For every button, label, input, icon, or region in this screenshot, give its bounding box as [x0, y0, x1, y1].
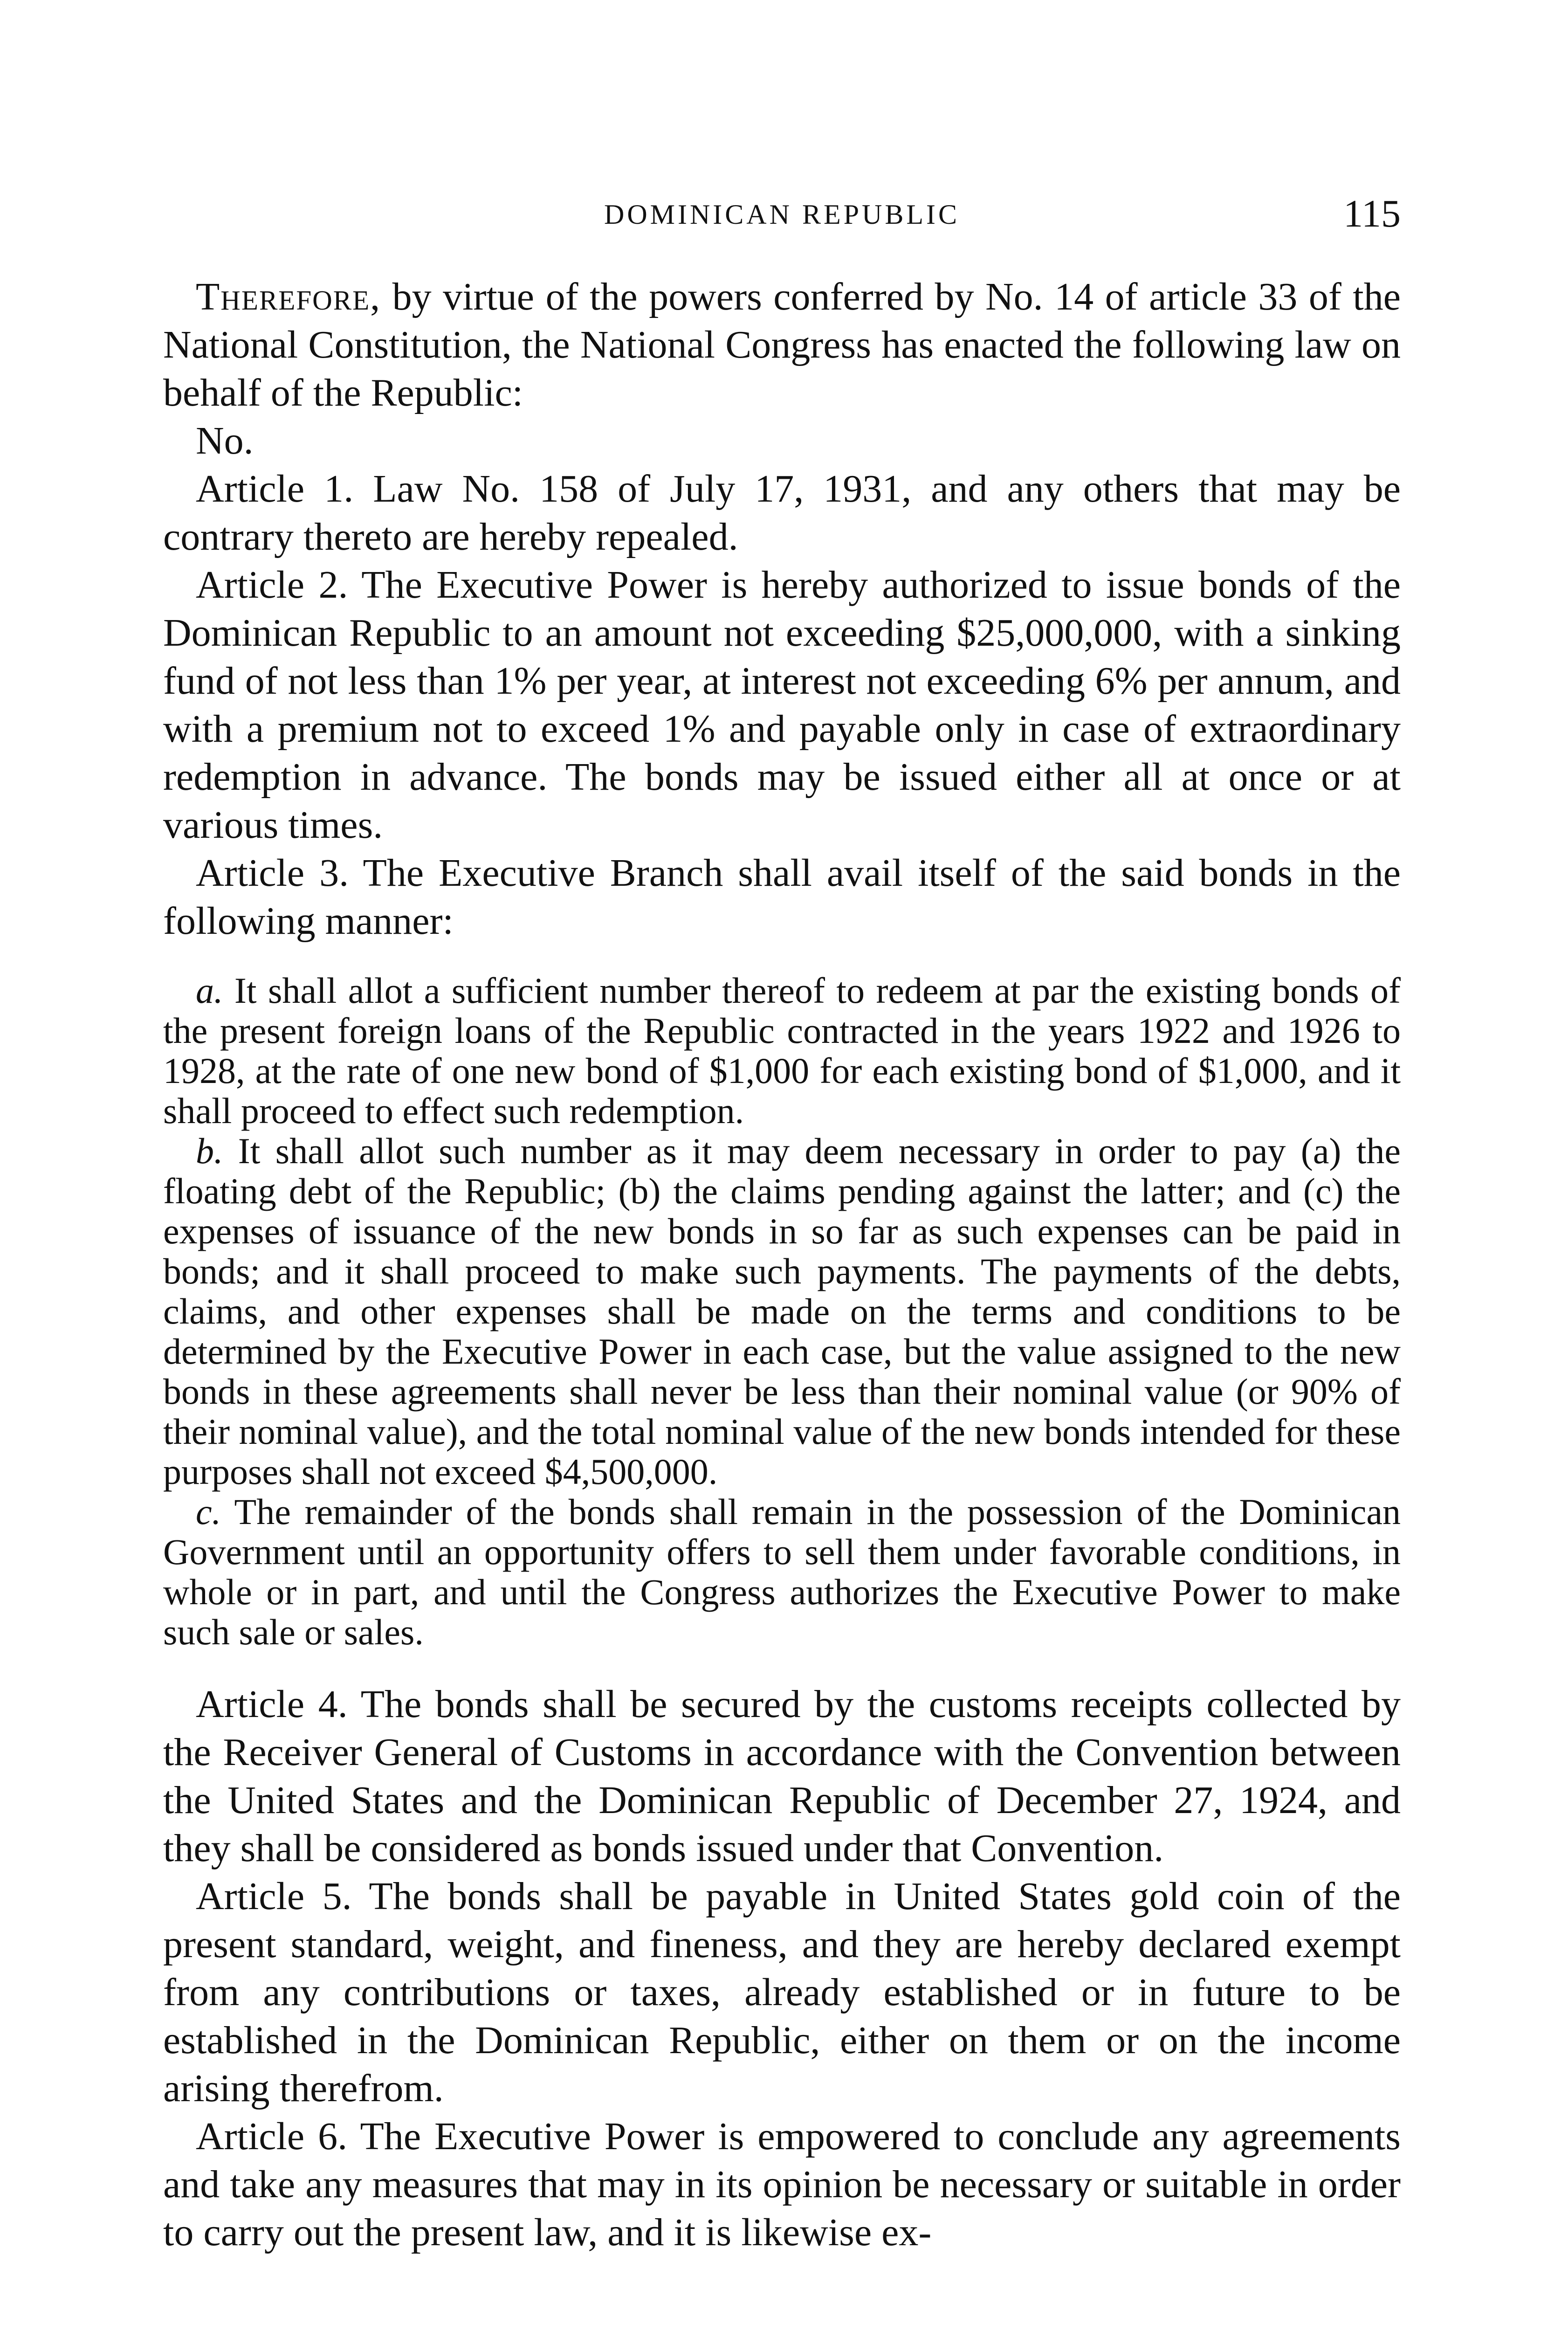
- article-2: Article 2. The Executive Power is hereby authorized to issue bonds of the Dominican Republic to an amount not exceeding $25,000,000, with a sinking fund of not less than 1% per year, at interest not exceeding 6% per annum, and with a premium not to exceed 1% and payable only in case of extraordinary redemption in advance. The bonds may be issued either all at once or at various times.: [163, 563, 1401, 847]
- preamble-text: by virtue of the powers conferred by No. 14 of article 33 of the National Constitution, the National Congress has enacted the following law on behalf of the Republic:: [163, 275, 1401, 414]
- article-5: Article 5. The bonds shall be payable in United States gold coin of the present standard, weight, and fineness, and they are hereby declared exempt from any contributions or taxes, already established or in future to be established in the Dominican Republic, either on them or on the income arising therefrom.: [163, 1875, 1401, 2110]
- article-3-items: [163, 971, 1401, 1652]
- preamble-paragraph: [163, 273, 1401, 417]
- article-4: Article 4. The bonds shall be secured by the customs receipts collected by the Receiver General of Customs in accordance with the Convention between the United States and the Dominican Republic of December 27, 1924, and they shall be considered as bonds issued under that Convention.: [163, 1683, 1401, 1870]
- item-a-text: It shall allot a sufficient number thereof to redeem at par the existing bonds of the present foreign loans of the Republic contracted in the years 1922 and 1926 to 1928, at the rate of one new bond of $1,000 for each existing bond of $1,000, and it shall proceed to effect such redemption.: [163, 970, 1401, 1131]
- preamble-lead-word: Therefore,: [196, 275, 381, 318]
- article-3-item-a: [163, 971, 1401, 1131]
- item-b-letter: b.: [196, 1131, 223, 1171]
- item-b-text: It shall allot such number as it may deem necessary in order to pay (a) the floating debt of the Republic; (b) the claims pending against the latter; and (c) the expenses of issuance of the new bonds in so far as such expenses can be paid in bonds; and it shall proceed to make such payments. The payments of the debts, claims, and other expenses shall be made on the terms and conditions to be determined by the Executive Power in each case, but the value assigned to the new bonds in these agreements shall never be less than their nominal value (or 90% of their nominal value), and the total nominal value of the new bonds intended for these purposes shall not exceed $4,500,000.: [163, 1131, 1401, 1492]
- body-text: [163, 273, 1401, 2256]
- item-c-letter: c.: [196, 1491, 221, 1532]
- article-3-item-c: [163, 1492, 1401, 1652]
- article-3-item-b: [163, 1131, 1401, 1492]
- item-c-text: The remainder of the bonds shall remain in the possession of the Dominican Government until an opportunity offers to sell them under favorable conditions, in whole or in part, and until the Congress authorizes the Executive Power to make such sale or sales.: [163, 1491, 1401, 1652]
- article-3: Article 3. The Executive Branch shall avail itself of the said bonds in the following manner:: [163, 851, 1401, 943]
- article-6: Article 6. The Executive Power is empowered to conclude any agreements and take any measures that may in its opinion be necessary or suitable in order to carry out the present law, and it is likewise ex-: [163, 2115, 1401, 2254]
- item-a-letter: a.: [196, 970, 223, 1011]
- article-1: Article 1. Law No. 158 of July 17, 1931, and any others that may be contrary thereto are hereby repealed.: [163, 467, 1401, 559]
- running-head: [163, 191, 1401, 242]
- law-number: No.: [196, 419, 254, 462]
- page-number: 115: [1343, 192, 1401, 235]
- running-title: DOMINICAN REPUBLIC: [604, 199, 960, 230]
